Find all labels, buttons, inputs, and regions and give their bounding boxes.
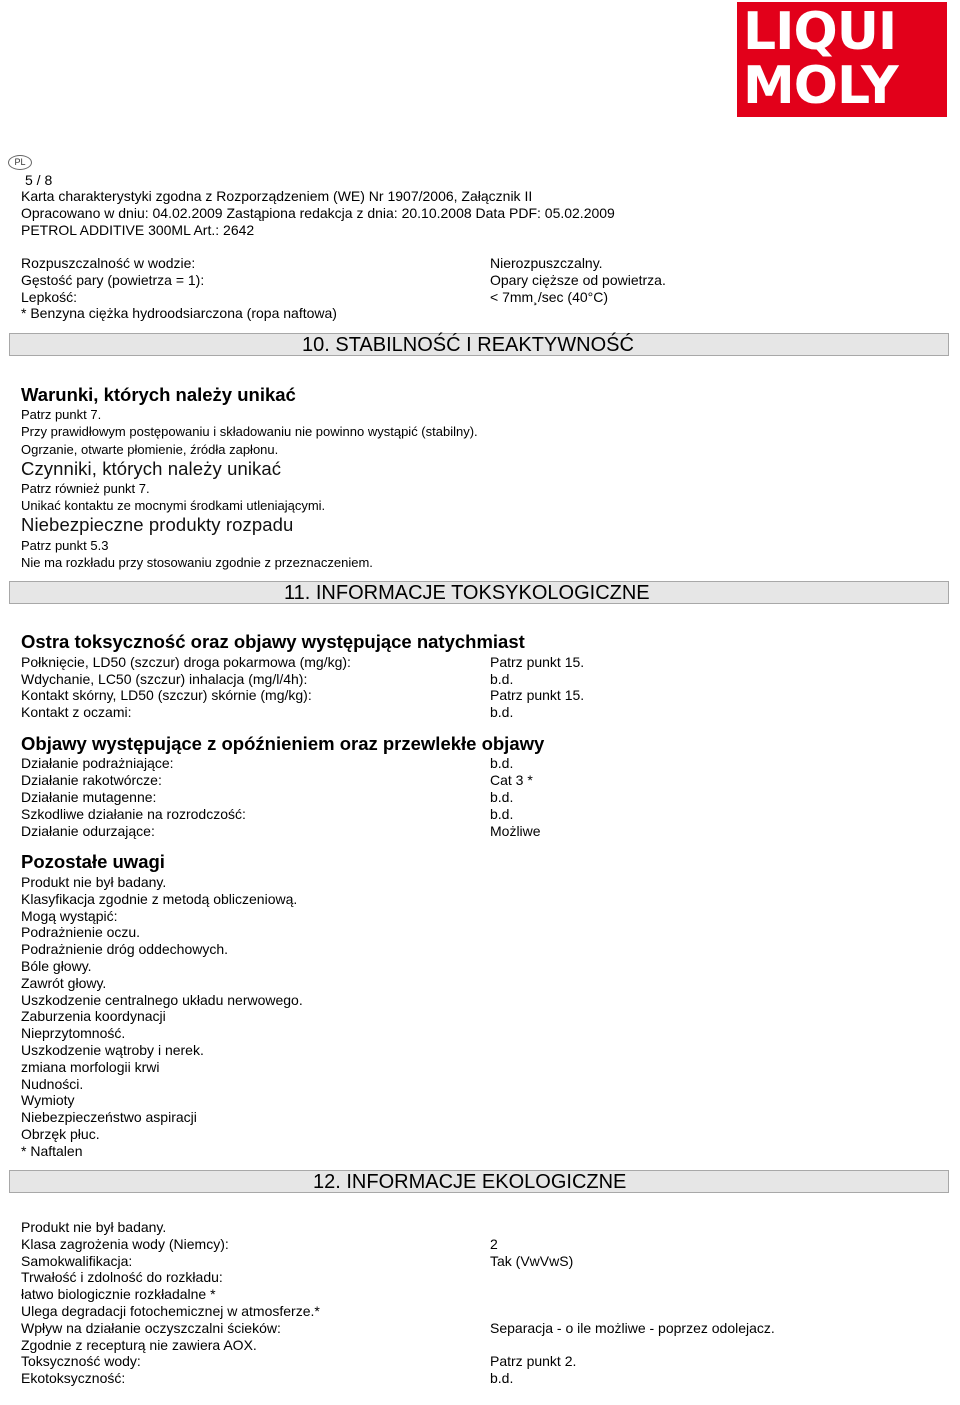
eco-label: Ulega degradacji fotochemicznej w atmosferze.* [21,1303,320,1319]
product-name: PETROL ADDITIVE 300ML Art.: 2642 [21,222,255,238]
remark-item: Uszkodzenie wątroby i nerek. [21,1042,204,1058]
text-line: Nie ma rozkładu przy stosowaniu zgodnie z przeznaczeniem. [21,555,373,570]
tox-value: b.d. [490,755,514,771]
remark-item: zmiana morfologii krwi [21,1058,160,1075]
remark-item: Zaburzenia koordynacji [21,1008,166,1025]
tox-value: b.d. [490,789,514,805]
tox-label: Działanie mutagenne: [21,789,157,805]
section-11-title: 11. INFORMACJE TOKSYKOLOGICZNE [284,582,650,604]
section-12-header [9,1170,949,1193]
subheading-remarks: Pozostałe uwagi [21,851,165,872]
text-line: Patrz również punkt 7. [21,481,150,496]
footnote: * Benzyna ciężka hydroodsiarczona (ropa naftowa) [21,305,337,321]
remark-item: Zawrót głowy. [21,974,107,991]
subheading-decomposition: Niebezpieczne produkty rozpadu [21,514,294,535]
text-line: Patrz punkt 7. [21,407,102,422]
text-line: Unikać kontaktu ze mocnymi środkami utleniającymi. [21,498,326,513]
remark-item: Uszkodzenie centralnego układu nerwowego. [21,991,303,1008]
logo-line1: LIQUI [743,2,897,62]
remark-item: Bóle głowy. [21,958,92,974]
remark-item: Produkt nie był badany. [21,874,167,890]
property-value: Nierozpuszczalny. [490,255,603,271]
eco-label: Produkt nie był badany. [21,1219,167,1235]
tox-value: Cat 3 * [490,772,533,788]
tox-label: Szkodliwe działanie na rozrodczość: [21,806,246,822]
logo-line2: MOLY [743,56,898,116]
remark-item: Mogą wystąpić: [21,907,118,924]
tox-value: b.d. [490,671,514,687]
remark-item: Nieprzytomność. [21,1025,126,1042]
remark-item: Obrzęk płuc. [21,1126,100,1142]
property-label: Rozpuszczalność w wodzie: [21,255,196,271]
eco-label: Zgodnie z recepturą nie zawiera AOX. [21,1336,257,1353]
section-12-title: 12. INFORMACJE EKOLOGICZNE [313,1171,627,1193]
tox-label: Wdychanie, LC50 (szczur) inhalacja (mg/l/4h): [21,671,308,687]
section-11-header [9,581,949,604]
tox-label: Działanie rakotwórcze: [21,772,162,788]
property-label: Lepkość: [21,289,78,305]
eco-value: Tak (VwVwS) [490,1252,574,1269]
subheading-chronic: Objawy występujące z opóźnieniem oraz przewlekłe objawy [21,733,545,754]
subheading-conditions: Warunki, których należy unikać [21,384,296,405]
eco-label: łatwo biologicznie rozkładalne * [21,1286,216,1303]
eco-value: 2 [490,1235,498,1252]
remark-item: Klasyfikacja zgodnie z metodą obliczeniową. [21,890,298,907]
text-line: Ogrzanie, otwarte płomienie, źródła zapłonu. [21,442,279,457]
tox-value: Patrz punkt 15. [490,654,585,670]
remark-item: Niebezpieczeństwo aspiracji [21,1109,197,1126]
country-badge: PL [8,155,32,170]
section-10-title: 10. STABILNOŚĆ I REAKTYWNOŚĆ [302,334,634,356]
tox-label: Kontakt skórny, LD50 (szczur) skórnie (mg/kg): [21,687,312,703]
text-line: Patrz punkt 5.3 [21,538,109,553]
subheading-materials: Czynniki, których należy unikać [21,458,282,479]
subheading-acute: Ostra toksyczność oraz objawy występujące natychmiast [21,631,525,652]
liqui-moly-logo [737,2,947,117]
eco-value: b.d. [490,1370,514,1387]
text-line: Przy prawidłowym postępowaniu i składowaniu nie powinno wystąpić (stabilny). [21,424,478,439]
tox-value: Możliwe [490,823,541,839]
tox-value: b.d. [490,704,514,720]
eco-label: Ekotoksyczność: [21,1370,126,1387]
remark-item: Wymioty [21,1092,75,1109]
eco-label: Wpływ na działanie oczyszczalni ścieków: [21,1319,281,1336]
eco-value: Patrz punkt 2. [490,1353,577,1370]
remark-item: Nudności. [21,1075,84,1092]
tox-label: Działanie podrażniające: [21,755,174,771]
eco-label: Samokwalifikacja: [21,1252,133,1269]
eco-value: Separacja - o ile możliwe - poprzez odolejacz. [490,1319,775,1336]
section-10-header [9,333,949,356]
property-value: < 7mm¸/sec (40°C) [490,289,609,305]
document-title: Karta charakterystyki zgodna z Rozporządzeniem (WE) Nr 1907/2006, Załącznik II [21,188,533,204]
tox-label: Kontakt z oczami: [21,704,132,720]
tox-value: Patrz punkt 15. [490,687,585,703]
property-value: Opary cięższe od powietrza. [490,272,666,288]
remark-item: * Naftalen [21,1142,83,1159]
document-dates: Opracowano w dniu: 04.02.2009 Zastąpiona redakcja z dnia: 20.10.2008 Data PDF: 05.02.2009 [21,205,615,221]
tox-value: b.d. [490,806,514,822]
property-label: Gęstość pary (powietrza = 1): [21,272,205,288]
remark-item: Podrażnienie dróg oddechowych. [21,941,229,958]
eco-label: Toksyczność wody: [21,1353,141,1370]
remark-item: Podrażnienie oczu. [21,924,141,941]
eco-label: Trwałość i zdolność do rozkładu: [21,1269,223,1286]
tox-label: Działanie odurzające: [21,823,155,839]
eco-label: Klasa zagrożenia wody (Niemcy): [21,1235,229,1252]
page-number: 5 / 8 [25,172,53,188]
tox-label: Połknięcie, LD50 (szczur) droga pokarmowa (mg/kg): [21,654,351,670]
